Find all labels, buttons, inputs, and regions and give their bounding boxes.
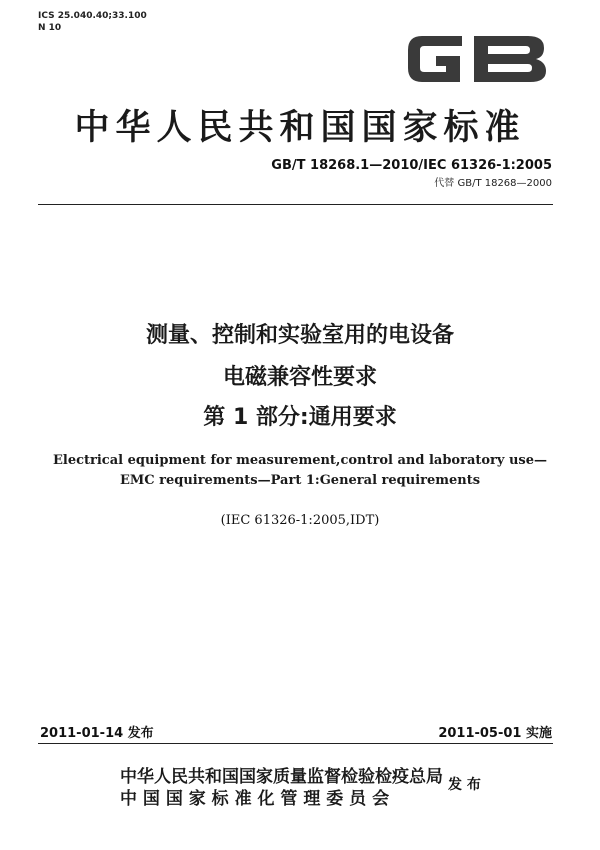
chinese-title-line-2: 电磁兼容性要求 — [222, 365, 377, 390]
replaces-note: 代替 GB/T 18268—2000 — [434, 178, 552, 189]
english-title-line-2: EMC requirements—Part 1:General requirements — [119, 473, 481, 488]
standard-code: GB/T 18268.1—2010/IEC 61326-1:2005 — [271, 158, 552, 173]
footer-divider — [38, 743, 553, 744]
issuer-line-2: 中 国 国 家 标 准 化 管 理 委 员 会 — [120, 789, 390, 809]
chinese-title-line-3: 第 1 部分:通用要求 — [203, 405, 397, 430]
ccs-code: N 10 — [38, 23, 62, 33]
header-divider — [38, 204, 553, 205]
equivalence-note: (IEC 61326-1:2005,IDT) — [220, 513, 380, 528]
gb-logo-b — [474, 36, 546, 82]
chinese-title-line-1: 测量、控制和实验室用的电设备 — [145, 323, 454, 348]
issuer-line-1: 中华人民共和国国家质量监督检验检疫总局 — [120, 767, 443, 787]
national-standard-title: 中华人民共和国国家标准 — [74, 107, 526, 148]
implement-date: 2011-05-01 实施 — [438, 726, 552, 741]
gb-logo — [400, 22, 552, 94]
issue-label: 发 布 — [448, 777, 481, 793]
english-title-line-1: Electrical equipment for measurement,control and laboratory use— — [52, 453, 548, 468]
publish-date: 2011-01-14 发布 — [40, 726, 154, 741]
ics-code: ICS 25.040.40;33.100 — [38, 11, 147, 21]
classification-codes — [38, 10, 147, 34]
